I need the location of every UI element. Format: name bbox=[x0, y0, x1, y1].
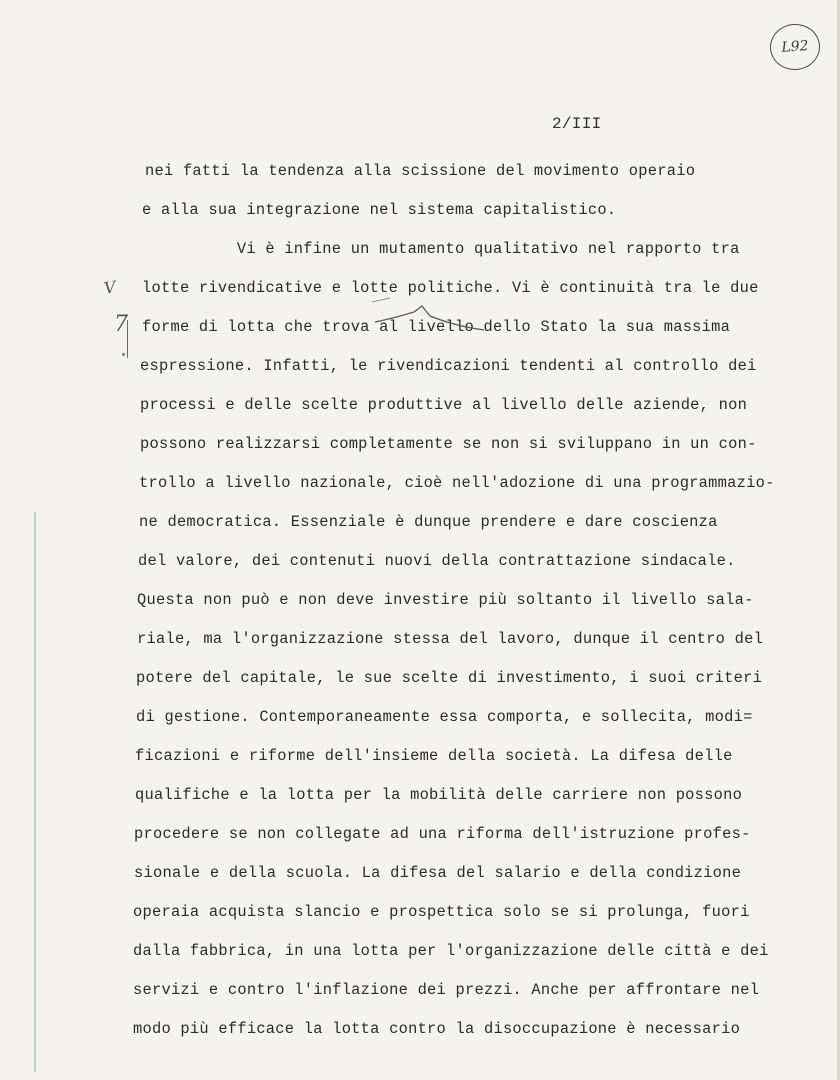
text-line: Vi è infine un mutamento qualitativo nel rapporto tra bbox=[142, 240, 740, 258]
text-line: procedere se non collegate ad una riforma dell'istruzione profes- bbox=[134, 825, 751, 843]
text-line: nei fatti la tendenza alla scissione del movimento operaio bbox=[145, 162, 696, 180]
archive-number-stamp bbox=[768, 22, 821, 71]
text-line: trollo a livello nazionale, cioè nell'adozione di una programmazio- bbox=[139, 474, 775, 492]
text-line: possono realizzarsi completamente se non si sviluppano in un con- bbox=[140, 435, 757, 453]
archive-number-text: L92 bbox=[780, 38, 810, 56]
text-line: forme di lotta che trova al livello dello Stato la sua massima bbox=[142, 318, 731, 336]
text-line: operaia acquista slancio e prospettica solo se si prolunga, fuori bbox=[133, 903, 750, 921]
margin-check-mark: V bbox=[102, 277, 117, 298]
text-line: modo più efficace la lotta contro la disoccupazione è necessario bbox=[133, 1020, 741, 1038]
text-line: ne democratica. Essenziale è dunque prendere e dare coscienza bbox=[139, 513, 718, 531]
text-line: e alla sua integrazione nel sistema capitalistico. bbox=[142, 201, 617, 219]
margin-dot bbox=[122, 353, 125, 356]
margin-rule bbox=[34, 512, 36, 1072]
margin-bracket bbox=[127, 320, 132, 358]
text-line: lotte rivendicative e lotte politiche. Vi è continuità tra le due bbox=[142, 279, 759, 297]
text-line: potere del capitale, le sue scelte di investimento, i suoi criteri bbox=[136, 669, 763, 687]
text-line: riale, ma l'organizzazione stessa del lavoro, dunque il centro del bbox=[137, 630, 764, 648]
text-line: Questa non può e non deve investire più soltanto il livello sala- bbox=[137, 591, 754, 609]
text-line: di gestione. Contemporaneamente essa comporta, e sollecita, modi= bbox=[136, 708, 753, 726]
text-line: espressione. Infatti, le rivendicazioni tendenti al controllo dei bbox=[140, 357, 757, 375]
pencil-tick bbox=[372, 298, 390, 302]
text-line: ficazioni e riforme dell'insieme della società. La difesa delle bbox=[135, 747, 733, 765]
text-line: processi e delle scelte produttive al livello delle aziende, non bbox=[140, 396, 748, 414]
margin-handwritten-seven: 7 bbox=[114, 312, 128, 337]
text-line: dalla fabbrica, in una lotta per l'organizzazione delle città e dei bbox=[133, 942, 769, 960]
text-line: del valore, dei contenuti nuovi della contrattazione sindacale. bbox=[138, 552, 736, 570]
page-number: 2/III bbox=[552, 115, 602, 133]
text-line: sionale e della scuola. La difesa del salario e della condizione bbox=[134, 864, 742, 882]
text-line: qualifiche e la lotta per la mobilità delle carriere non possono bbox=[135, 786, 743, 804]
text-line: servizi e contro l'inflazione dei prezzi. Anche per affrontare nel bbox=[133, 981, 760, 999]
